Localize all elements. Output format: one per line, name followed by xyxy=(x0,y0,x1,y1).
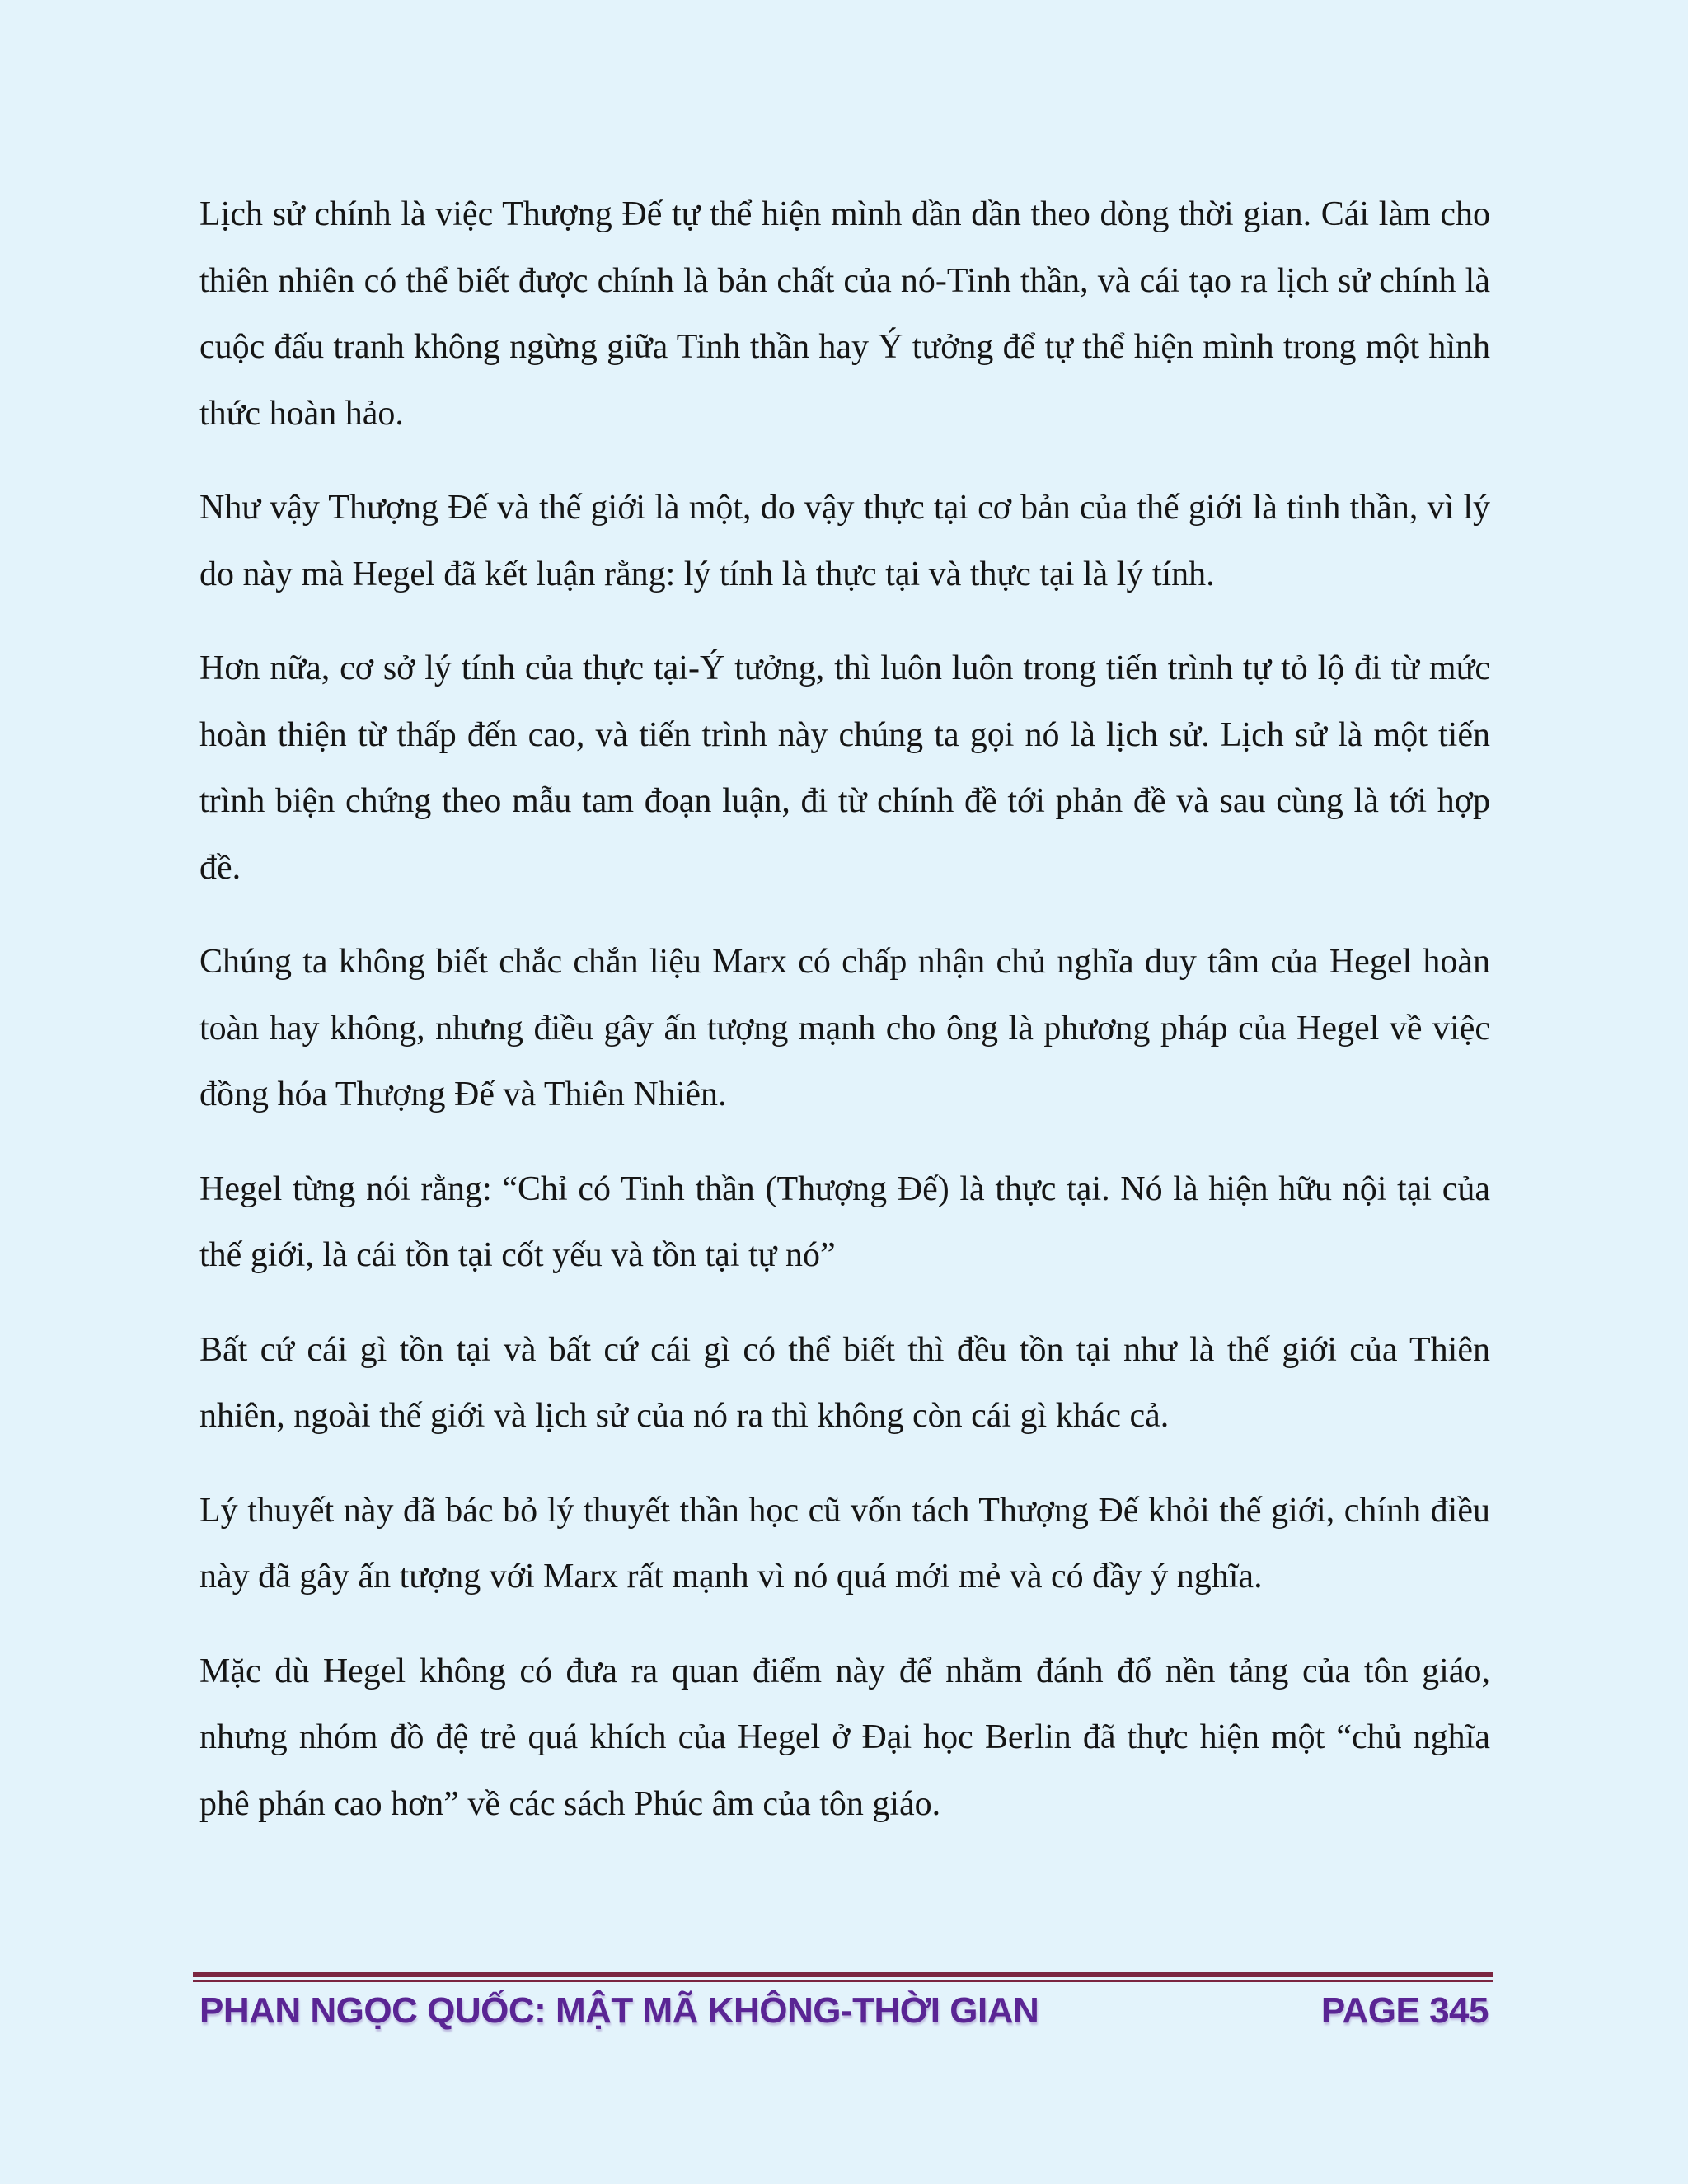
footer-divider-thick xyxy=(193,1972,1493,1977)
paragraph: Mặc dù Hegel không có đưa ra quan điểm này để nhằm đánh đổ nền tảng của tôn giáo, nhưng nhóm đồ đệ trẻ quá khích của Hegel ở Đại học Berlin đã thực hiện một “chủ nghĩa phê phán cao hơn” về các sách Phúc âm của tôn giáo. xyxy=(199,1652,1490,1823)
body-text xyxy=(199,181,1490,1865)
paragraph: Hơn nữa, cơ sở lý tính của thực tại-Ý tưởng, thì luôn luôn trong tiến trình tự tỏ lộ đi từ mức hoàn thiện từ thấp đến cao, và tiến trình này chúng ta gọi nó là lịch sử. Lịch sử là một tiến trình biện chứng theo mẫu tam đoạn luận, đi từ chính đề tới phản đề và sau cùng là tới hợp đề. xyxy=(199,649,1490,887)
paragraph: Lý thuyết này đã bác bỏ lý thuyết thần học cũ vốn tách Thượng Đế khỏi thế giới, chính điều này đã gây ấn tượng với Marx rất mạnh vì nó quá mới mẻ và có đầy ý nghĩa. xyxy=(199,1491,1490,1596)
paragraph: Lịch sử chính là việc Thượng Đế tự thể hiện mình dần dần theo dòng thời gian. Cái làm cho thiên nhiên có thể biết được chính là bản chất của nó-Tinh thần, và cái tạo ra lịch sử chính là cuộc đấu tranh không ngừng giữa Tinh thần hay Ý tưởng để tự thể hiện mình trong một hình thức hoàn hảo. xyxy=(199,195,1490,433)
paragraph: Bất cứ cái gì tồn tại và bất cứ cái gì có thể biết thì đều tồn tại như là thế giới của Thiên nhiên, ngoài thế giới và lịch sử của nó ra thì không còn cái gì khác cả. xyxy=(199,1330,1490,1435)
paragraph: Chúng ta không biết chắc chắn liệu Marx có chấp nhận chủ nghĩa duy tâm của Hegel hoàn toàn hay không, nhưng điều gây ấn tượng mạnh cho ông là phương pháp của Hegel về việc đồng hóa Thượng Đế và Thiên Nhiên. xyxy=(199,943,1490,1113)
paragraph: Như vậy Thượng Đế và thế giới là một, do vậy thực tại cơ bản của thế giới là tinh thần, vì lý do này mà Hegel đã kết luận rằng: lý tính là thực tại và thực tại là lý tính. xyxy=(199,489,1490,593)
page-number: PAGE 345 xyxy=(1320,1990,1489,2031)
paragraph: Hegel từng nói rằng: “Chỉ có Tinh thần (Thượng Đế) là thực tại. Nó là hiện hữu nội tại của thế giới, là cái tồn tại cốt yếu và tồn tại tự nó” xyxy=(199,1169,1490,1274)
footer-title: PHAN NGỌC QUỐC: MẬT MÃ KHÔNG-THỜI GIAN xyxy=(199,1990,1039,2031)
footer-divider-thin xyxy=(193,1980,1493,1982)
